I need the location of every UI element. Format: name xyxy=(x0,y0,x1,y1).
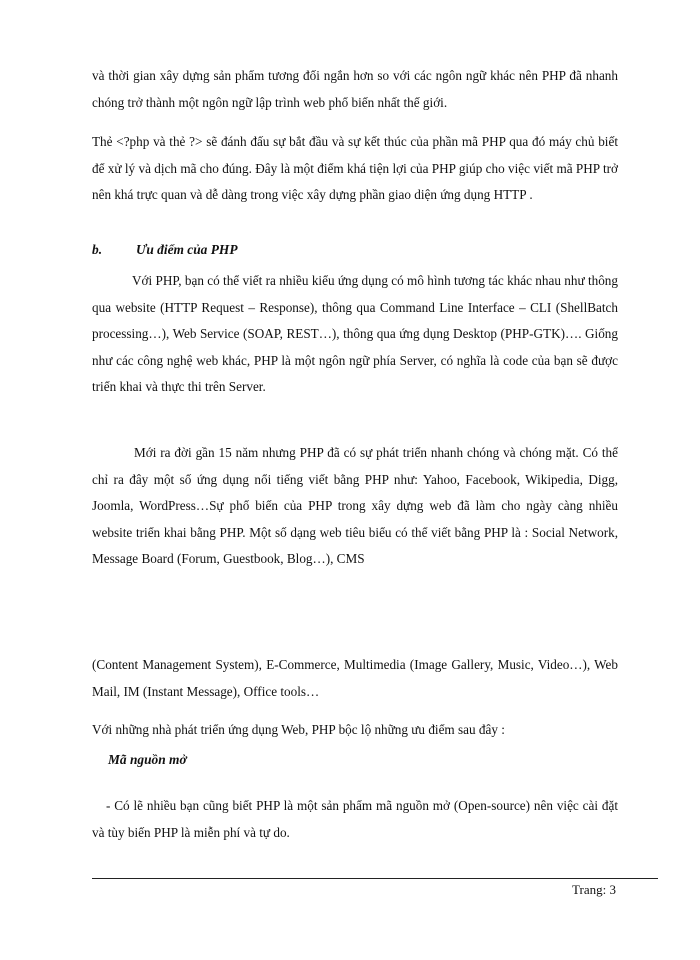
subsection-heading: Mã nguồn mở xyxy=(108,752,187,767)
paragraph-advantages-intro: Với những nhà phát triển ứng dụng Web, PHP bộc lộ những ưu điểm sau đây : xyxy=(92,722,505,737)
paragraph-php-tags: Thẻ <?php và thẻ ?> sẽ đánh đấu sự bắt đầu và sự kết thúc của phần mã PHP qua đó máy chủ biết để xử lý và dịch mã cho đúng. Đây là một điểm khá tiện lợi của PHP giúp cho việc viết mã PHP trở nên khá trực quan và dễ dàng trong việc xây dựng phần giao diện ứng dụng HTTP . xyxy=(92,134,618,202)
section-letter: b. xyxy=(92,242,103,257)
page-number: Trang: 3 xyxy=(572,882,616,897)
paragraph-php-applications: Với PHP, bạn có thể viết ra nhiều kiểu ứng dụng có mô hình tương tác khác nhau như thông qua website (HTTP Request – Response), thông qua Command Line Interface – CLI (ShellBatch processing…), Web Service (SOAP, REST…), thông qua ứng dụng Desktop (PHP-GTK)…. Giống như các công nghệ web khác, PHP là một ngôn ngữ phía Server, có nghĩa là code của bạn sẽ được triển khai và thực thi trên Server. xyxy=(92,273,618,394)
footer-divider xyxy=(92,878,658,879)
paragraph-php-web-types: (Content Management System), E-Commerce, Multimedia (Image Gallery, Music, Video…), Web Mail, IM (Instant Message), Office tools… xyxy=(92,657,618,699)
paragraph-open-source: - Có lẽ nhiều bạn cũng biết PHP là một sản phẩm mã nguồn mở (Open-source) nên việc cài đặt và tùy biến PHP là miễn phí và tự do. xyxy=(92,798,618,840)
paragraph-intro-continuation: và thời gian xây dựng sản phẩm tương đối ngắn hơn so với các ngôn ngữ khác nên PHP đã nhanh chóng trở thành một ngôn ngữ lập trình web phổ biến nhất thế giới. xyxy=(92,68,618,110)
section-heading xyxy=(92,242,238,258)
paragraph-php-growth: Mới ra đời gần 15 năm nhưng PHP đã có sự phát triển nhanh chóng và chóng mặt. Có thể chỉ ra đây một số ứng dụng nổi tiếng viết bằng PHP như: Yahoo, Facebook, Wikipedia, Digg, Joomla, WordPress…Sự phổ biến của PHP trong xây dựng web đã làm cho ngày càng nhiều website triển khai bằng PHP. Một số dạng web tiêu biểu có thể viết bằng PHP là : Social Network, Message Board (Forum, Guestbook, Blog…), CMS xyxy=(92,445,618,566)
section-title: Ưu điểm của PHP xyxy=(136,242,238,257)
